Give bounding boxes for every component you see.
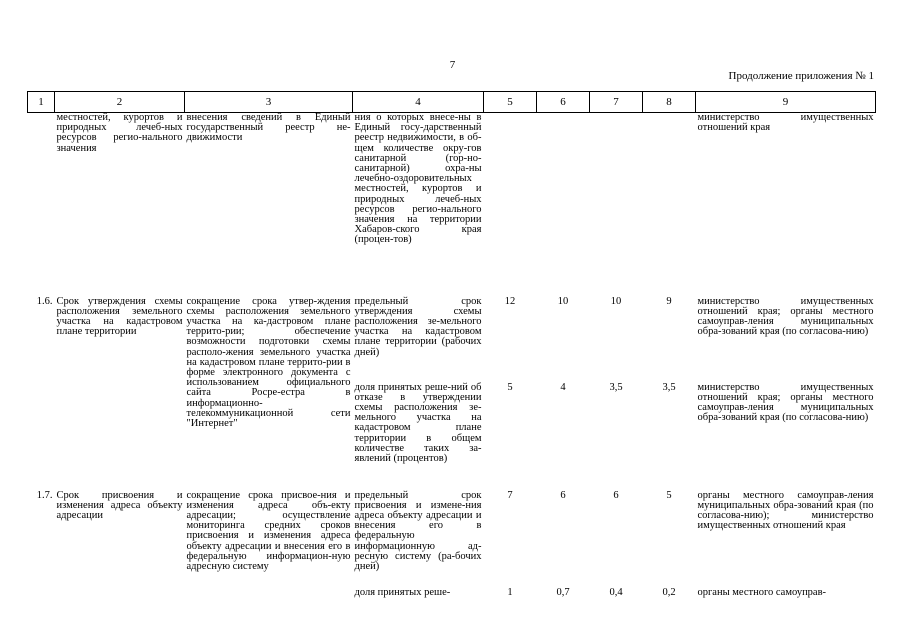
indicator-name-cell: Срок утверждения схемы расположения земельного участка на кадастровом плане территории [56,295,183,338]
value-cell: 0,7 [556,586,570,598]
column-header: 4 [353,92,484,113]
table-row [28,491,876,588]
value-cell: 5 [507,381,513,393]
table-header-row [28,92,876,113]
responsible-cell: министерство имущественных отношений края [697,112,874,134]
value-cell: 12 [504,295,516,307]
value-cell: 6 [613,489,619,501]
column-header: 2 [55,92,185,113]
value-cell: 4 [560,381,566,393]
row-number [28,383,55,491]
value-cell [484,113,537,297]
value-cell: 1 [507,586,513,598]
column-header: 5 [484,92,537,113]
measures-cell: внесения сведений в Единый государственный реестр не-движимости [186,112,351,144]
column-header: 9 [696,92,876,113]
value-cell: 9 [666,295,672,307]
page-number: 7 [449,59,456,71]
column-header: 1 [28,92,55,113]
table-row [28,588,876,608]
responsible-cell: органы местного самоуправ-ления муниципальных обра-зований края (по согласова-нию); министерство имущественных отношений края [697,489,874,532]
row-number: 1.7. [36,489,53,501]
indicator-name-cell [55,383,185,491]
column-header: 7 [590,92,643,113]
target-indicator-cell: предельный срок утверждения схемы расположения зе-мельного участка на кадастровом плане территории (рабочих дней) [354,295,482,358]
value-cell: 3,5 [609,381,623,393]
value-cell: 0,2 [662,586,676,598]
table-row [28,383,876,491]
value-cell: 10 [557,295,569,307]
continuation-label: Продолжение приложения № 1 [728,70,874,82]
row-number: 1.6. [36,295,53,307]
value-cell [590,113,643,297]
value-cell: 7 [507,489,513,501]
responsible-cell: министерство имущественных отношений края; органы местного самоуправ-ления муниципальных обра-зований края (по согласова-нию) [697,381,874,424]
column-header: 6 [537,92,590,113]
table-row [28,297,876,383]
target-indicator-cell: доля принятых реше-ний об отказе в утверждении схемы расположения зе-мельного участка на кадастровом плане территории в общем количестве таких за-явлений (процентов) [354,381,482,464]
value-cell: 5 [666,489,672,501]
value-cell [537,113,590,297]
indicator-name-cell: местностей, курортов и природных лечеб-ных ресурсов регио-нального значения [56,112,183,154]
indicator-name-cell: Срок присвоения и изменения адреса объекту адресации [56,489,183,521]
indicator-name-cell [55,588,185,608]
responsible-cell: органы местного самоуправ- [697,586,827,598]
value-cell: 6 [560,489,566,501]
indicators-table [27,91,876,608]
column-header: 8 [643,92,696,113]
row-number [28,113,55,297]
measures-cell: сокращение срока утвер-ждения схемы расположения земельного участка на ка-дастровом плане террито-рии; обеспечение возможности подготовки схемы располо-жения земельного участка на кадастровом плане террито-рии в форме электронного документа с использованием официального сайта Росре-естра в информационно-телекоммуникационной сети "Интернет" [186,295,351,429]
measures-cell: сокращение срока присвое-ния и изменения адреса объ-екту адресации; осуществление мониторинга средних сроков присвоения и изменения адреса объекту адресации и внесения его в федеральную информацион-ную адресную систему [186,489,351,572]
row-number [28,588,55,608]
value-cell: 3,5 [662,381,676,393]
value-cell [643,113,696,297]
target-indicator-cell: доля принятых реше- [354,586,451,598]
value-cell: 0,4 [609,586,623,598]
column-header: 3 [185,92,353,113]
value-cell: 10 [610,295,622,307]
table-row [28,113,876,297]
responsible-cell: министерство имущественных отношений края; органы местного самоуправ-ления муниципальных обра-зований края (по согласова-нию) [697,295,874,338]
target-indicator-cell: предельный срок присвоения и измене-ния адреса объекту адресации и внесения его в федеральную информационную ад-ресную систему (ра-бочих дней) [354,489,482,572]
target-indicator-cell: ния о которых внесе-ны в Единый госу-дарственный реестр недвижимости, в об-щем количестве окру-гов санитарной (гор-но-санитарной) охра-ны лечебно-оздоровительных местностей, курортов и природных лечеб-ных ресурсов регио-нального значения на территории Хабаров-ского края (процен-тов) [354,112,482,246]
